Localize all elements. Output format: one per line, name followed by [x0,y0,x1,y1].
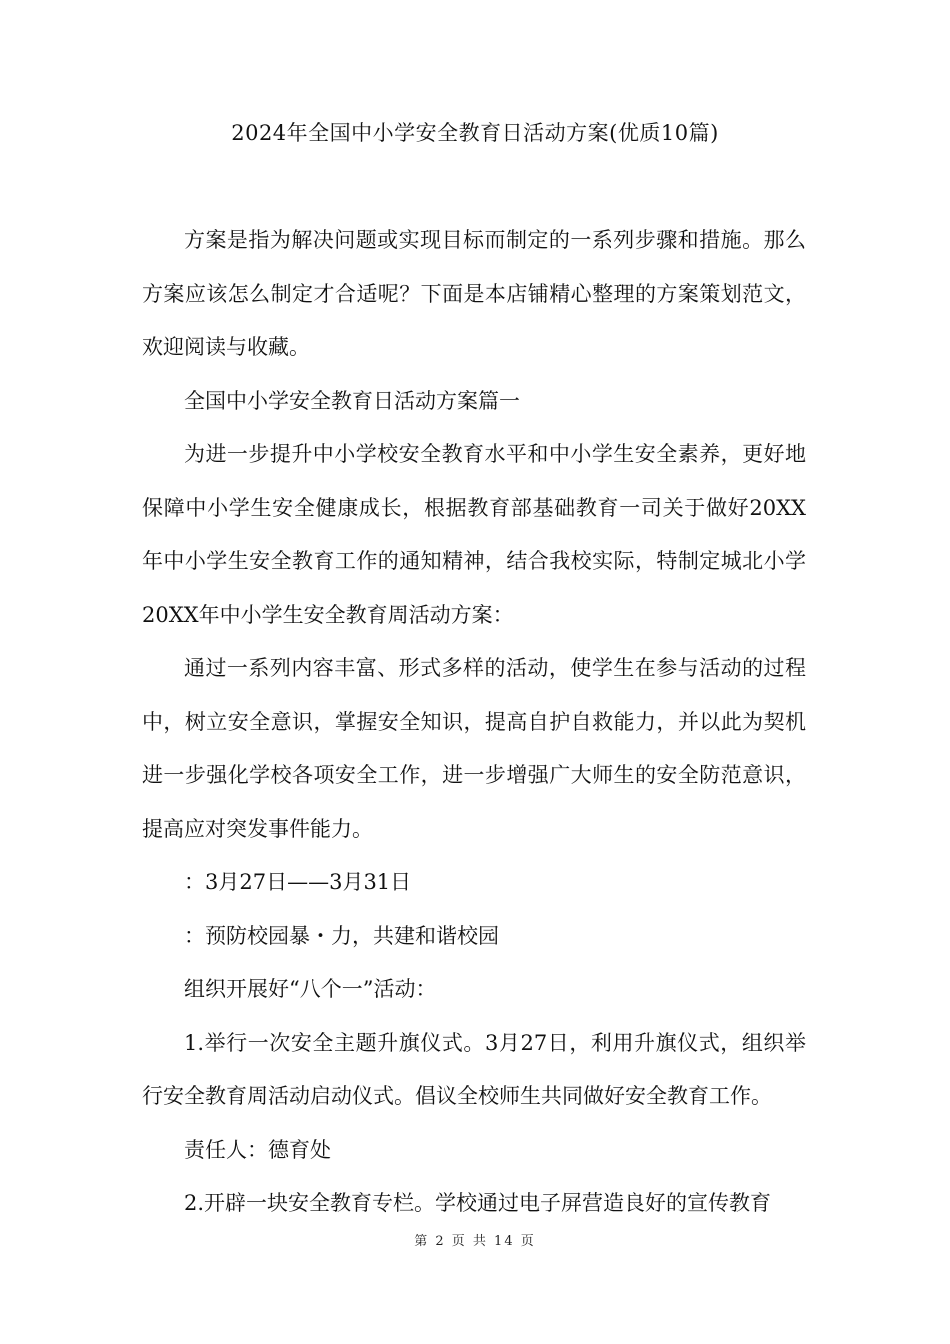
paragraph-activities-intro: 组织开展好“八个一”活动： [184,977,437,1001]
paragraph-goal: 通过一系列内容丰富、形式多样的活动，使学生在参与活动的过程中，树立安全意识，掌握安全知识，提高自护自救能力，并以此为契机进一步强化学校各项安全工作，进一步增强广大师生的安全防范意识，提高应对突发事件能力。 [142,656,806,841]
paragraph-item-1: 1.举行一次安全主题升旗仪式。3月27日，利用升旗仪式，组织举行安全教育周活动启动仪式。倡议全校师生共同做好安全教育工作。 [142,1030,806,1108]
paragraph-purpose: 为进一步提升中小学校安全教育水平和中小学生安全素养，更好地保障中小学生安全健康成长，根据教育部基础教育一司关于做好20XX年中小学生安全教育工作的通知精神，结合我校实际，特制定城北小学20XX年中小学生安全教育周活动方案： [142,442,806,627]
paragraph-time: ：3月27日——3月31日 [184,870,412,894]
document-body [142,214,806,1231]
document-title: 2024年全国中小学安全教育日活动方案(优质10篇) [231,121,719,145]
paragraph-intro: 方案是指为解决问题或实现目标而制定的一系列步骤和措施。那么方案应该怎么制定才合适呢？下面是本店铺精心整理的方案策划范文，欢迎阅读与收藏。 [142,228,806,359]
page-footer: 第 2 页 共 14 页 [414,1234,536,1249]
paragraph-theme: ：预防校园暴・力，共建和谐校园 [184,923,499,948]
section-heading: 全国中小学安全教育日活动方案篇一 [184,388,520,413]
paragraph-responsible: 责任人：德育处 [184,1137,331,1162]
paragraph-item-2: 2.开辟一块安全教育专栏。学校通过电子屏营造良好的宣传教育 [184,1191,772,1215]
